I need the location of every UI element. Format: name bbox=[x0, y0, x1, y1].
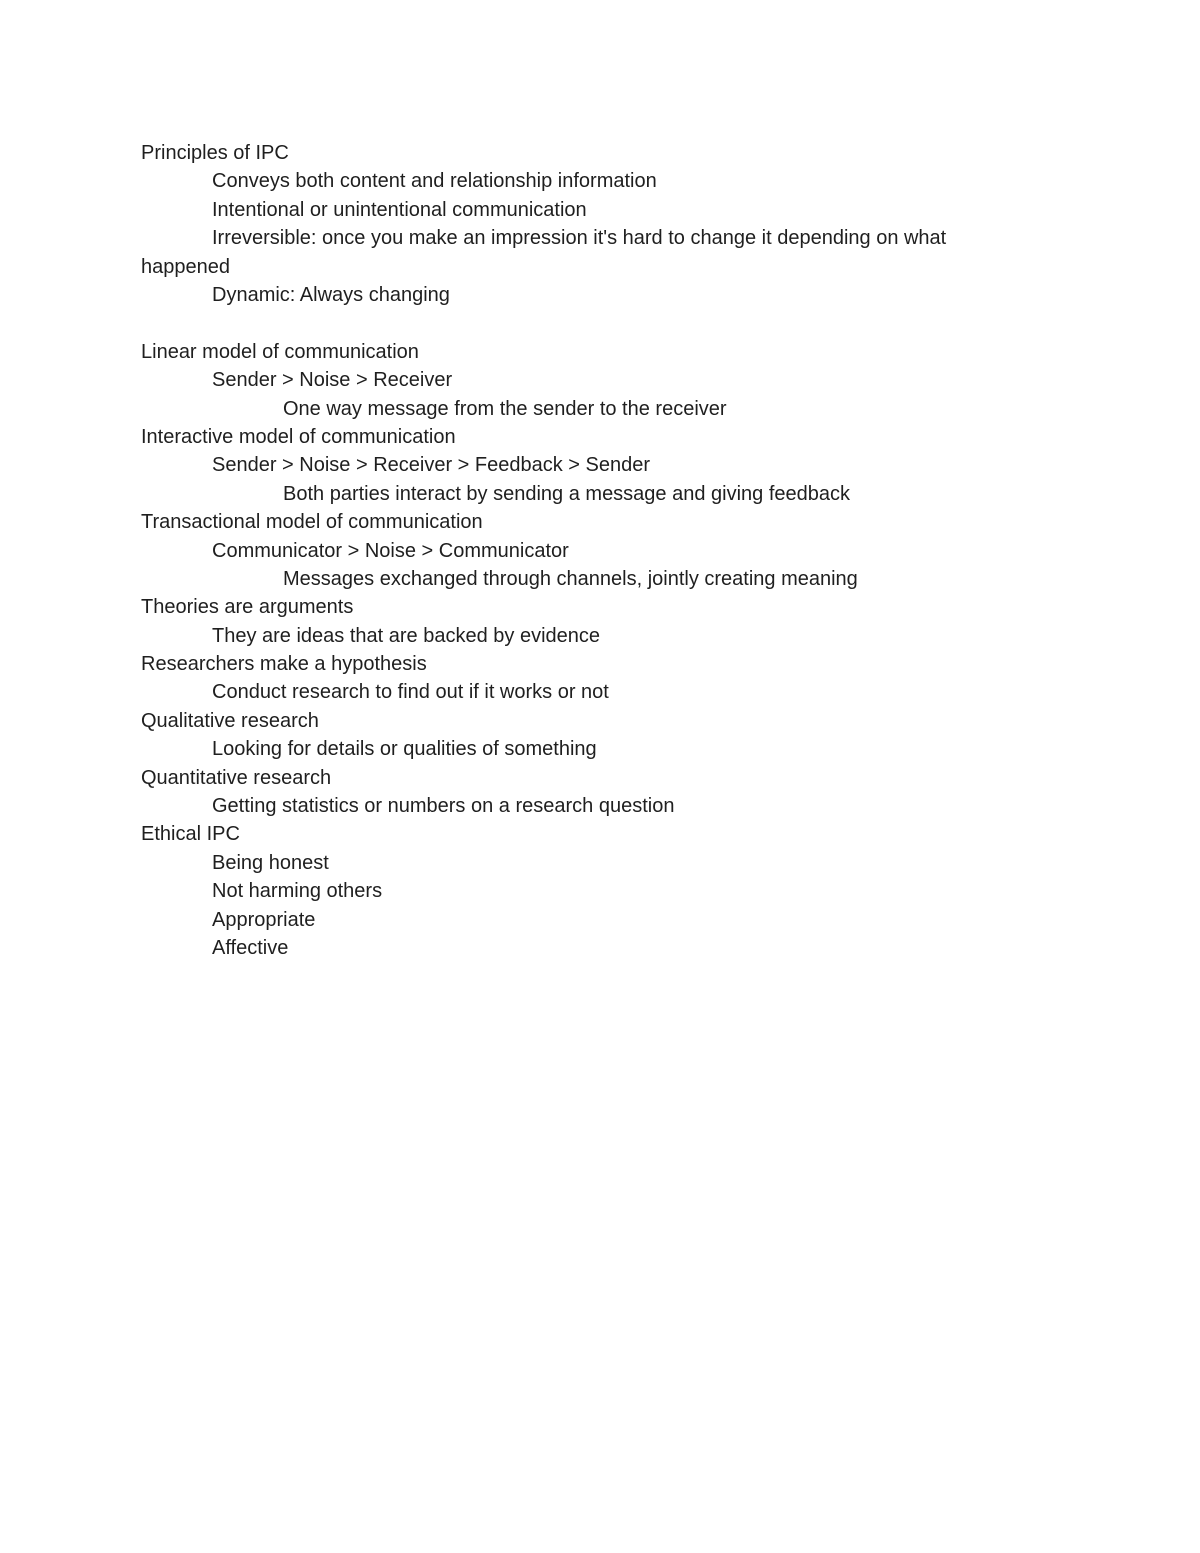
heading-linear-model: Linear model of communication bbox=[141, 340, 419, 363]
interactive-model-detail: Both parties interact by sending a message and giving feedback bbox=[283, 482, 851, 505]
notes-body bbox=[141, 139, 1021, 962]
blank-line bbox=[141, 309, 1021, 337]
transactional-model-flow: Communicator > Noise > Communicator bbox=[212, 539, 569, 562]
hypothesis-detail: Conduct research to find out if it works or not bbox=[212, 681, 609, 704]
qualitative-research-detail: Looking for details or qualities of something bbox=[212, 738, 597, 761]
principle-item: Intentional or unintentional communication bbox=[212, 198, 587, 221]
theories-detail: They are ideas that are backed by evidence bbox=[212, 624, 601, 647]
ethical-item: Being honest bbox=[212, 851, 329, 874]
linear-model-flow: Sender > Noise > Receiver bbox=[212, 369, 453, 392]
quantitative-research-detail: Getting statistics or numbers on a research question bbox=[212, 795, 675, 818]
heading-transactional-model: Transactional model of communication bbox=[141, 511, 483, 534]
interactive-model-flow: Sender > Noise > Receiver > Feedback > Sender bbox=[212, 454, 651, 477]
transactional-model-detail: Messages exchanged through channels, jointly creating meaning bbox=[283, 567, 858, 590]
principle-item: Dynamic: Always changing bbox=[212, 283, 450, 306]
heading-theories: Theories are arguments bbox=[141, 596, 354, 619]
ethical-item: Not harming others bbox=[212, 880, 383, 903]
heading-hypothesis: Researchers make a hypothesis bbox=[141, 653, 427, 676]
heading-interactive-model: Interactive model of communication bbox=[141, 425, 456, 448]
principle-item: Conveys both content and relationship information bbox=[212, 170, 657, 193]
heading-principles-of-ipc: Principles of IPC bbox=[141, 142, 289, 164]
ethical-item: Appropriate bbox=[212, 908, 316, 931]
heading-qualitative-research: Qualitative research bbox=[141, 709, 319, 732]
heading-ethical-ipc: Ethical IPC bbox=[141, 823, 240, 846]
linear-model-detail: One way message from the sender to the receiver bbox=[283, 397, 727, 420]
ethical-item: Affective bbox=[212, 936, 289, 959]
heading-quantitative-research: Quantitative research bbox=[141, 766, 332, 789]
principle-item: Irreversible: once you make an impression it's hard to change it depending on what happened bbox=[141, 227, 947, 278]
